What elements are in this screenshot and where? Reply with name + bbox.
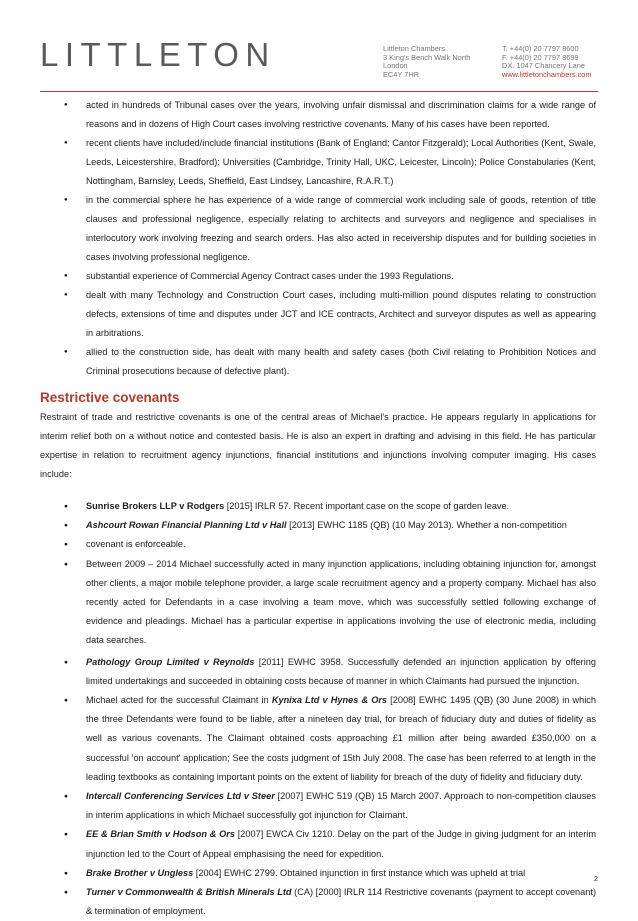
case-item: [40, 555, 596, 651]
case-text: (CA) [2000] IRLR 114 Restrictive covenants (payment to accept covenant) & termination of employment.: [86, 887, 597, 917]
cases-list: [40, 497, 596, 921]
case-item: [40, 787, 596, 825]
list-item: ● substantial experience of Commercial Agency Contract cases under the 1993 Regulations.: [40, 267, 596, 286]
dx: DX. 1047 Chancery Lane: [502, 61, 585, 71]
list-item: ● acted in hundreds of Tribunal cases over the years, involving unfair dismissal and discrimination claims for a wide range of reasons and in dozens of High Court cases involving restrictive covenants. Many of his cases have been reported.: [40, 96, 596, 134]
case-text: [2015] IRLR 57. Recent important case on the scope of garden leave.: [224, 501, 510, 511]
case-name: EE & Brian Smith v Hodson & Ors: [86, 829, 235, 840]
case-name: Turner v Commonwealth & British Minerals Ltd: [86, 887, 292, 898]
page-content: [40, 96, 596, 921]
list-item: ● recent clients have included/include financial institutions (Bank of England; Cantor Fitzgerald); Local Authorities (Kent, Swale, Leeds, Leicestershire, Bradford); Universities (Cambridge, Trinity Hall, UKC, Leicester, Lincoln); Police Constabularies (Kent, Nottingham, Barnsley, Leeds, Sheffield, East Lindsey, Lancashire, R.A.R.T.): [40, 134, 596, 191]
case-item: [40, 516, 596, 535]
chambers-address: Littleton Chambers 3 King's Bench Walk North London EC4Y 7HR: [383, 44, 471, 79]
header-rule: [40, 91, 598, 92]
telephone: T. +44(0) 20 7797 8600: [502, 44, 579, 53]
case-name: Brake Brother v Ungless: [86, 867, 194, 878]
case-item: [40, 691, 596, 787]
case-name: Kynixa Ltd v Hynes & Ors: [271, 695, 388, 706]
case-text: [2004] EWHC 2799. Obtained injunction in first instance which was upheld at trial: [193, 867, 526, 878]
case-text: [2007] EWHC 519 (QB) 15 March 2007. Approach to non-competition clauses in interim applications in which Michael successfully got injunction for Claimant.: [86, 791, 596, 821]
case-text: [2008] EWHC 1495 (QB) (30 June 2008) in which the three Defendants were found to be liable, after a nineteen day trial, for breach of fiduciary duty and duties of fidelity as well as various covenants. The Claimant obtained costs approaching £1 million after being awarded £350,000 on a successful 'on account' application; See the costs judgment of 15th July 2008. The case has been referred to at length in the leading textbooks as containing important points on the extent of liability for breach of the duty of fidelity and fiduciary duty.: [86, 695, 596, 782]
case-name: Intercall Conferencing Services Ltd v Steer: [86, 791, 275, 802]
list-item: ● dealt with many Technology and Construction Court cases, including multi-million pound disputes relating to construction defects, extensions of time and disputes under JCT and ICE contracts, Architect and surveyor disputes as well as appearing in arbitrations.: [40, 286, 596, 343]
case-name: Pathology Group Limited v Reynolds: [86, 656, 255, 667]
website-link[interactable]: www.littletonchambers.com: [502, 69, 592, 79]
case-text: covenant is enforceable.: [86, 539, 186, 550]
list-item: ● in the commercial sphere he has experience of a wide range of commercial work including sale of goods, retention of title clauses and professional negligence, especially relating to architects and surveyors and negligence and specialises in interlocutory work involving freezing and search orders. Has also acted in receivership disputes and for building societies in cases involving professional negligence.: [40, 191, 596, 267]
case-item: [40, 825, 596, 863]
case-name: Ashcourt Rowan Financial Planning Ltd v Hall: [86, 520, 287, 531]
case-text: [2011] EWHC 3958. Successfully defended an injunction application by offering limited undertakings and succeeded in obtaining costs because of manner in which Claimants had pursued the injunction.: [86, 656, 596, 686]
case-text: Between 2009 – 2014 Michael successfully acted in many injunction applications, including obtaining injunction for, amongst other clients, a major mobile telephone provider, a large scale recruitment agency and a property company. Michael has also recently acted for Defendants in a case involving a team move, which was successfully settled following exchange of evidence and pleadings. Michael has a particular expertise in applications involving the use of electronic media, including data searches.: [86, 558, 596, 646]
page-number: 2: [594, 876, 598, 883]
case-text: Michael acted for the successful Claimant in: [86, 695, 272, 706]
list-item: ● allied to the construction side, has dealt with many health and safety cases (both Civil relating to Prohibition Notices and Criminal prosecutions because of defective plant).: [40, 343, 596, 381]
case-text: [2007] EWCA Civ 1210. Delay on the part of the Judge in giving judgment for an interim injunction led to the Court of Appeal emphasising the need for expedition.: [86, 829, 596, 859]
chambers-logo: LITTLETON: [40, 36, 276, 73]
case-item: [40, 535, 596, 554]
letterhead: [0, 0, 638, 96]
chambers-contact: [502, 45, 592, 79]
case-item: [40, 864, 596, 883]
case-item: [40, 883, 596, 921]
section-title: Restrictive covenants: [40, 390, 180, 405]
section-intro: Restraint of trade and restrictive covenants is one of the central areas of Michael's practice. He appears regularly in applications for interim relief both on a without notice and contested basis. He is also an expert in drafting and advising in this field. He has particular expertise in relation to recruitment agency injunctions, financial institutions and injunctions involving computer imaging. His cases include:: [40, 412, 596, 479]
case-text: [2013] EWHC 1185 (QB) (10 May 2013). Whether a non-competition: [286, 520, 567, 531]
fax: F. +44(0) 20 7797 8699: [502, 52, 579, 62]
case-item: [40, 653, 596, 691]
case-name: Sunrise Brokers LLP v Rodgers: [86, 501, 225, 511]
experience-list: [40, 96, 596, 381]
case-item: [40, 497, 596, 516]
